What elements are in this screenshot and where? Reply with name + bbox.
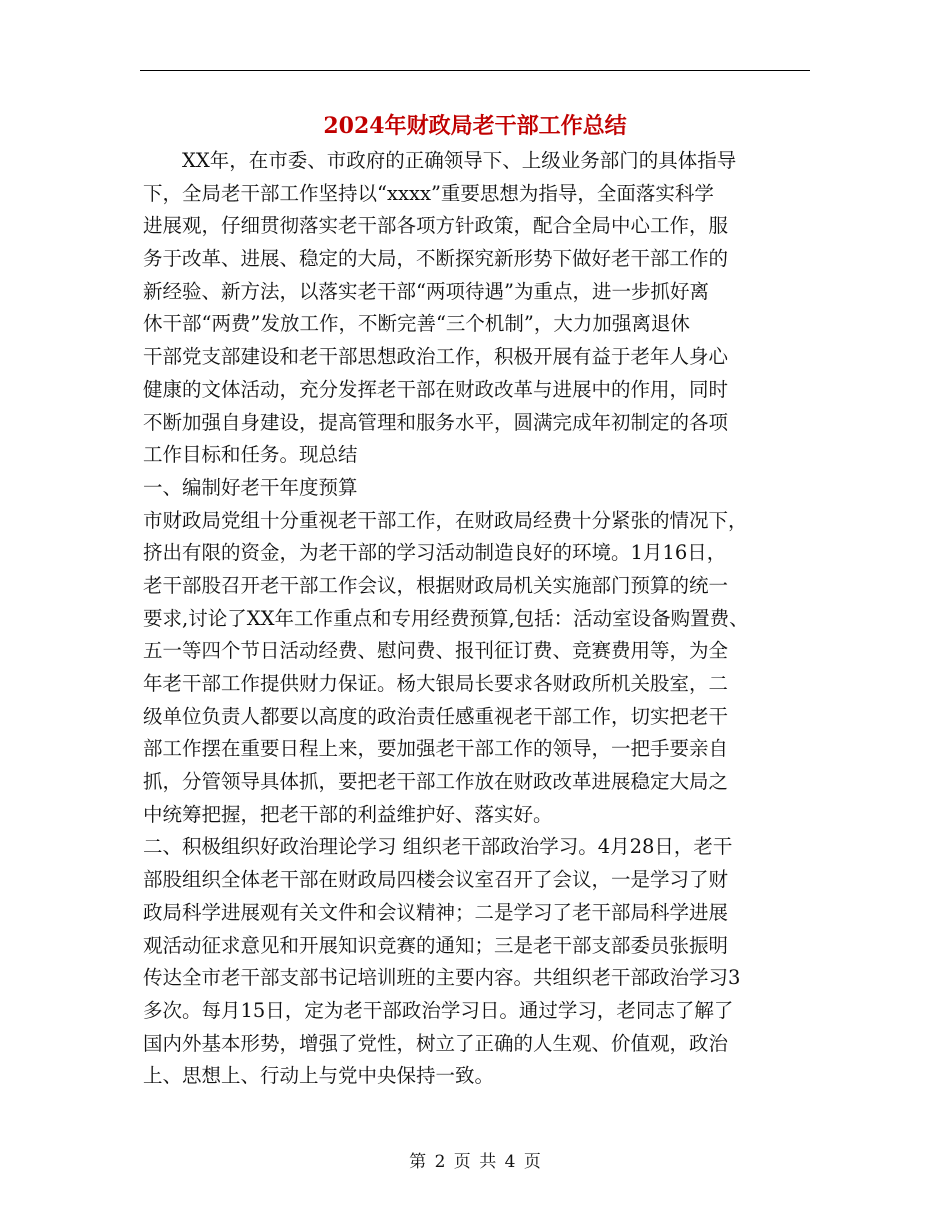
document-title: 2024年财政局老干部工作总结 bbox=[323, 113, 627, 139]
text-line: 休干部“两费”发放工作，不断完善“三个机制”，大力加强离退休 bbox=[143, 312, 690, 336]
text-line: 工作目标和任务。现总结 bbox=[143, 443, 358, 467]
text-line: 二、积极组织好政治理论学习 组织老干部政治学习。4月28日，老干 bbox=[143, 835, 733, 859]
text-line: 部股组织全体老干部在财政局四楼会议室召开了会议，一是学习了财 bbox=[143, 868, 729, 892]
text-line: 传达全市老干部支部书记培训班的主要内容。共组织老干部政治学习3 bbox=[143, 966, 741, 990]
text-line: 下，全局老干部工作坚持以“xxxx”重要思想为指导，全面落实科学 bbox=[143, 181, 714, 205]
page-footer: 第 2 页 共 4 页 bbox=[409, 1152, 541, 1172]
text-line: 进展观，仔细贯彻落实老干部各项方针政策，配合全局中心工作，服 bbox=[143, 214, 729, 238]
text-line: 干部党支部建设和老干部思想政治工作，积极开展有益于老年人身心 bbox=[143, 345, 729, 369]
text-line: 务于改革、进展、稳定的大局，不断探究新形势下做好老干部工作的 bbox=[143, 247, 729, 271]
text-line: 部工作摆在重要日程上来，要加强老干部工作的领导，一把手要亲自 bbox=[143, 737, 729, 761]
text-line: 年老干部工作提供财力保证。杨大银局长要求各财政所机关股室，二 bbox=[143, 672, 729, 695]
text-line: 挤出有限的资金，为老干部的学习活动制造良好的环境。1月16日， bbox=[143, 541, 727, 565]
text-line: 新经验、新方法，以落实老干部“两项待遇”为重点，进一步抓好离 bbox=[143, 279, 709, 303]
text-line: 上、思想上、行动上与党中央保持一致。 bbox=[143, 1064, 495, 1088]
text-line: 级单位负责人都要以高度的政治责任感重视老干部工作，切实把老干 bbox=[143, 704, 729, 728]
text-line: 抓，分管领导具体抓，要把老干部工作放在财政改革进展稳定大局之 bbox=[143, 770, 729, 794]
text-line: 健康的文体活动，充分发挥老干部在财政改革与进展中的作用，同时 bbox=[143, 377, 729, 401]
text-line: XX年，在市委、市政府的正确领导下、上级业务部门的具体指导 bbox=[143, 149, 737, 172]
text-line: 五一等四个节日活动经费、慰问费、报刊征订费、竞赛费用等，为全 bbox=[143, 639, 729, 663]
text-line: 国内外基本形势，增强了党性，树立了正确的人生观、价值观，政治 bbox=[143, 1031, 729, 1055]
text-line: 要求,讨论了XX年工作重点和专用经费预算,包括：活动室设备购置费、 bbox=[143, 606, 749, 630]
text-line: 不断加强自身建设，提高管理和服务水平，圆满完成年初制定的各项 bbox=[143, 410, 729, 434]
text-line: 一、编制好老干年度预算 bbox=[143, 475, 358, 499]
header-rule bbox=[140, 70, 810, 71]
text-line: 多次。每月15日，定为老干部政治学习日。通过学习，老同志了解了 bbox=[143, 998, 734, 1022]
document-body bbox=[143, 145, 823, 1093]
text-line: 政局科学进展观有关文件和会议精神；二是学习了老干部局科学进展 bbox=[143, 900, 729, 924]
text-line: 中统筹把握，把老干部的利益维护好、落实好。 bbox=[143, 802, 553, 826]
text-line: 观活动征求意见和开展知识竞赛的通知；三是老干部支部委员张振明 bbox=[143, 933, 729, 957]
text-line: 市财政局党组十分重视老干部工作，在财政局经费十分紧张的情况下， bbox=[143, 508, 748, 532]
text-line: 老干部股召开老干部工作会议，根据财政局机关实施部门预算的统一 bbox=[143, 573, 729, 597]
